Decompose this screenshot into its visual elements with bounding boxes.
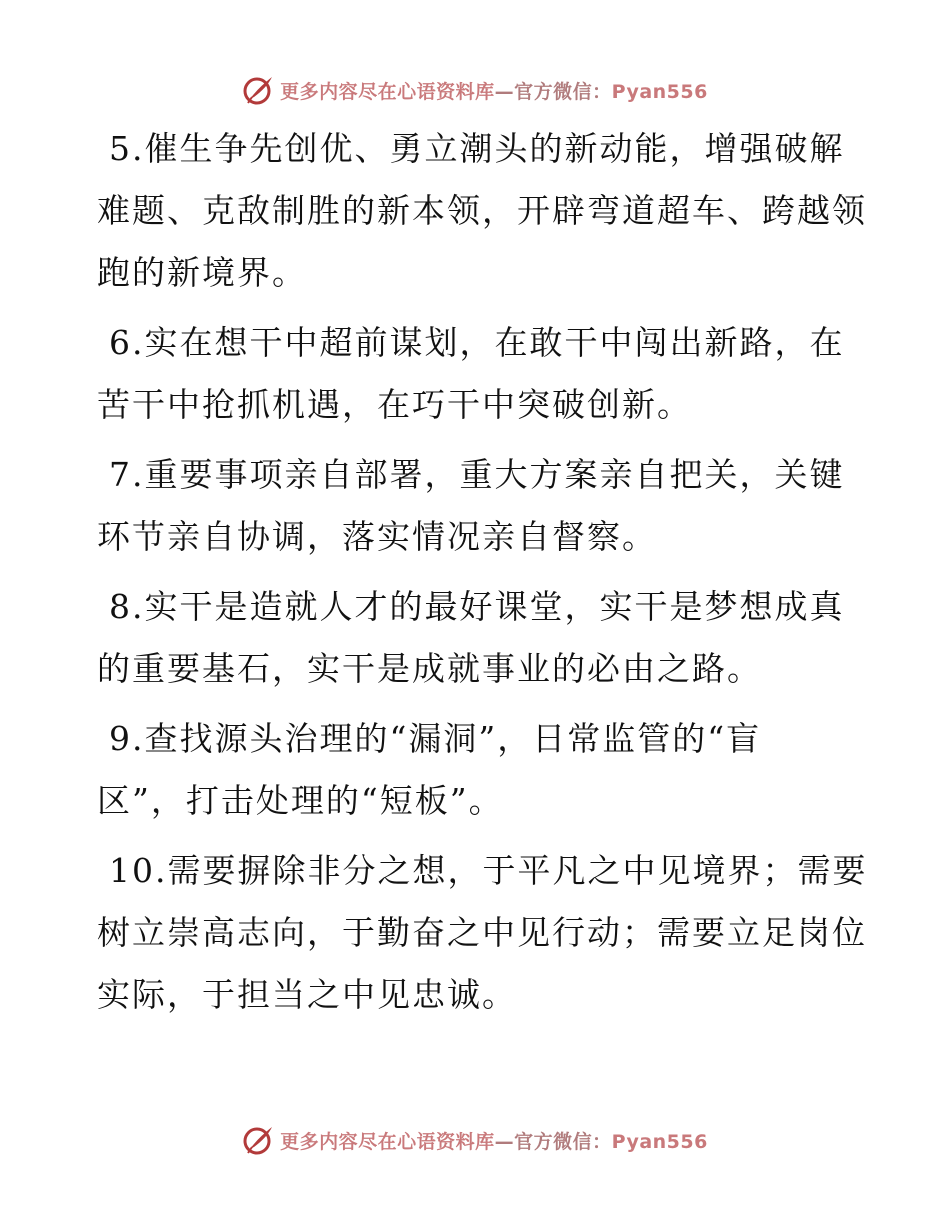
paragraph-line: 的重要基石，实干是成就事业的必由之路。 — [97, 649, 762, 688]
footer-brand: 更多内容尽在心语资料库 — [280, 1130, 495, 1153]
paragraph-line: 5.催生争先创优、勇立潮头的新动能，增强破解 — [109, 129, 845, 168]
paragraph-7 — [97, 444, 857, 568]
header-watermark-banner — [0, 70, 950, 110]
paragraph-line: 区”，打击处理的“短板”。 — [97, 781, 504, 820]
paragraph-line: 树立崇高志向，于勤奋之中见行动；需要立足岗位 — [97, 913, 867, 952]
paragraph-line: 6.实在想干中超前谋划，在敢干中闯出新路，在 — [109, 323, 845, 362]
paragraph-line: 8.实干是造就人才的最好课堂，实干是梦想成真 — [109, 587, 845, 626]
paragraph-5 — [97, 118, 867, 304]
paragraph-10 — [97, 840, 868, 1026]
footer-watermark-banner — [0, 1120, 950, 1160]
quill-logo-icon — [242, 73, 276, 107]
paragraph-9 — [97, 708, 857, 832]
paragraph-line: 环节亲自协调，落实情况亲自督察。 — [97, 517, 657, 556]
header-dash: — — [494, 80, 515, 103]
document-body — [97, 118, 868, 1034]
header-brand: 更多内容尽在心语资料库 — [280, 80, 495, 103]
footer-dash: — — [494, 1130, 515, 1153]
header-watermark-text — [280, 77, 708, 104]
paragraph-6 — [97, 312, 857, 436]
paragraph-8 — [97, 576, 857, 700]
paragraph-line: 跑的新境界。 — [97, 253, 307, 292]
paragraph-line: 苦干中抢抓机遇，在巧干中突破创新。 — [97, 385, 692, 424]
paragraph-line: 10.需要摒除非分之想，于平凡之中见境界；需要 — [109, 851, 868, 890]
footer-watermark-text — [280, 1127, 708, 1154]
header-wechat-id: Pyan556 — [611, 80, 708, 103]
paragraph-line: 9.查找源头治理的“漏洞”，日常监管的“盲 — [109, 719, 762, 758]
paragraph-line: 难题、克敌制胜的新本领，开辟弯道超车、跨越领 — [97, 191, 867, 230]
header-wechat-label: 官方微信： — [514, 80, 612, 103]
paragraph-line: 7.重要事项亲自部署，重大方案亲自把关，关键 — [109, 455, 845, 494]
paragraph-line: 实际，于担当之中见忠诚。 — [97, 975, 517, 1014]
footer-wechat-id: Pyan556 — [611, 1130, 708, 1153]
footer-wechat-label: 官方微信： — [514, 1130, 612, 1153]
quill-logo-icon — [242, 1123, 276, 1157]
